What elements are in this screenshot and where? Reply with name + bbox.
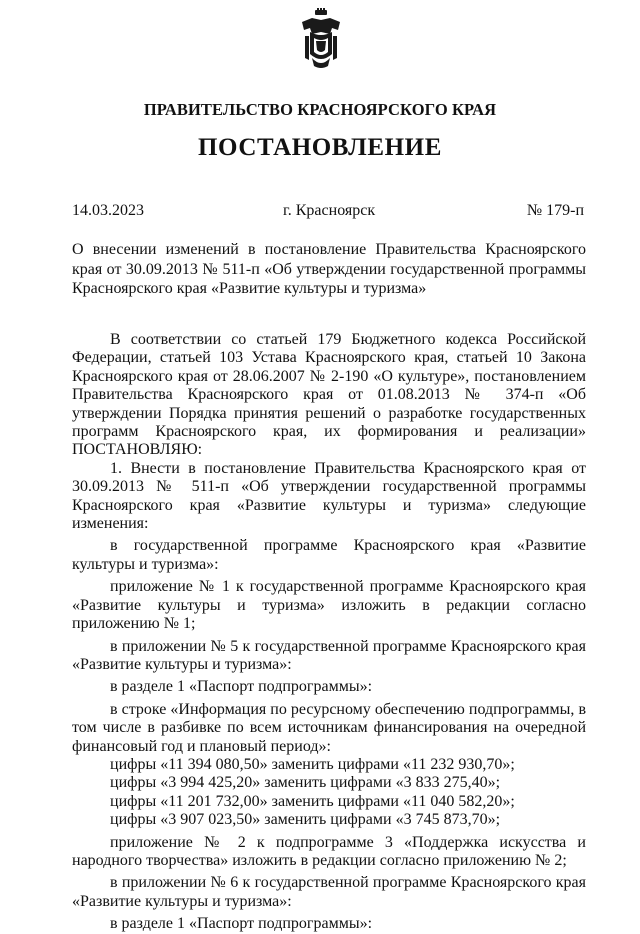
document-body [72,331,586,934]
paragraph: в приложении № 5 к государственной программе Красноярского края «Развитие культуры и туризма»: [72,637,586,673]
paragraph: приложение № 2 к подпрограмме 3 «Поддержка искусства и народного творчества» изложить в редакции согласно приложению № 2; [72,833,586,869]
paragraph: цифры «3 907 023,50» заменить цифрами «3 745 873,70»; [110,811,501,829]
document-city: г. Красноярск [283,202,376,219]
paragraph: цифры «3 994 425,20» заменить цифрами «3 833 275,40»; [110,774,501,792]
document-type-title: ПОСТАНОВЛЕНИЕ [197,134,443,161]
paragraph: цифры «11 201 732,00» заменить цифрами «11 040 582,20»; [110,792,515,810]
paragraph: в разделе 1 «Паспорт подпрограммы»: [110,678,373,696]
paragraph: в разделе 1 «Паспорт подпрограммы»: [110,915,373,933]
organization-title: ПРАВИТЕЛЬСТВО КРАСНОЯРСКОГО КРАЯ [143,100,497,119]
paragraph: цифры «11 394 080,50» заменить цифрами «11 232 930,70»; [110,755,515,773]
paragraph: приложение № 1 к государственной программе Красноярского края «Развитие культуры и туризма» изложить в редакции согласно приложению № 1; [72,578,586,633]
paragraph: 1. Внести в постановление Правительства Красноярского края от 30.09.2013 № 511-п «Об утверждении государственной программы Красноярского края «Развитие культуры и туризма» следующие изменения: [72,459,586,533]
coat-of-arms-emblem [296,8,346,72]
paragraph: в государственной программе Красноярского края «Развитие культуры и туризма»: [72,537,586,573]
paragraph: В соответствии со статьей 179 Бюджетного кодекса Российской Федерации, статьей 103 Устава Красноярского края, статьей 10 Закона Красноярского края от 28.06.2007 № 2-190 «О культуре», постановлением Правительства Красноярского края от 01.08.2013 № 374-п «Об утверждении Порядка принятия решений о разработке государственных программ Красноярского края, их формирования и реализации» ПОСТАНОВЛЯЮ: [72,331,586,459]
document-number: № 179-п [526,202,584,219]
document-date: 14.03.2023 [72,202,144,219]
paragraph: в строке «Информация по ресурсному обеспечению подпрограммы, в том числе в разбивке по всем источникам финансирования на очередной финансовый год и плановый период»: [72,700,586,755]
paragraph: в приложении № 6 к государственной программе Красноярского края «Развитие культуры и туризма»: [72,874,586,910]
document-subject: О внесении изменений в постановление Правительства Красноярского края от 30.09.2013 № 511-п «Об утверждении государственной программы Красноярского края «Развитие культуры и туризма» [72,241,586,297]
